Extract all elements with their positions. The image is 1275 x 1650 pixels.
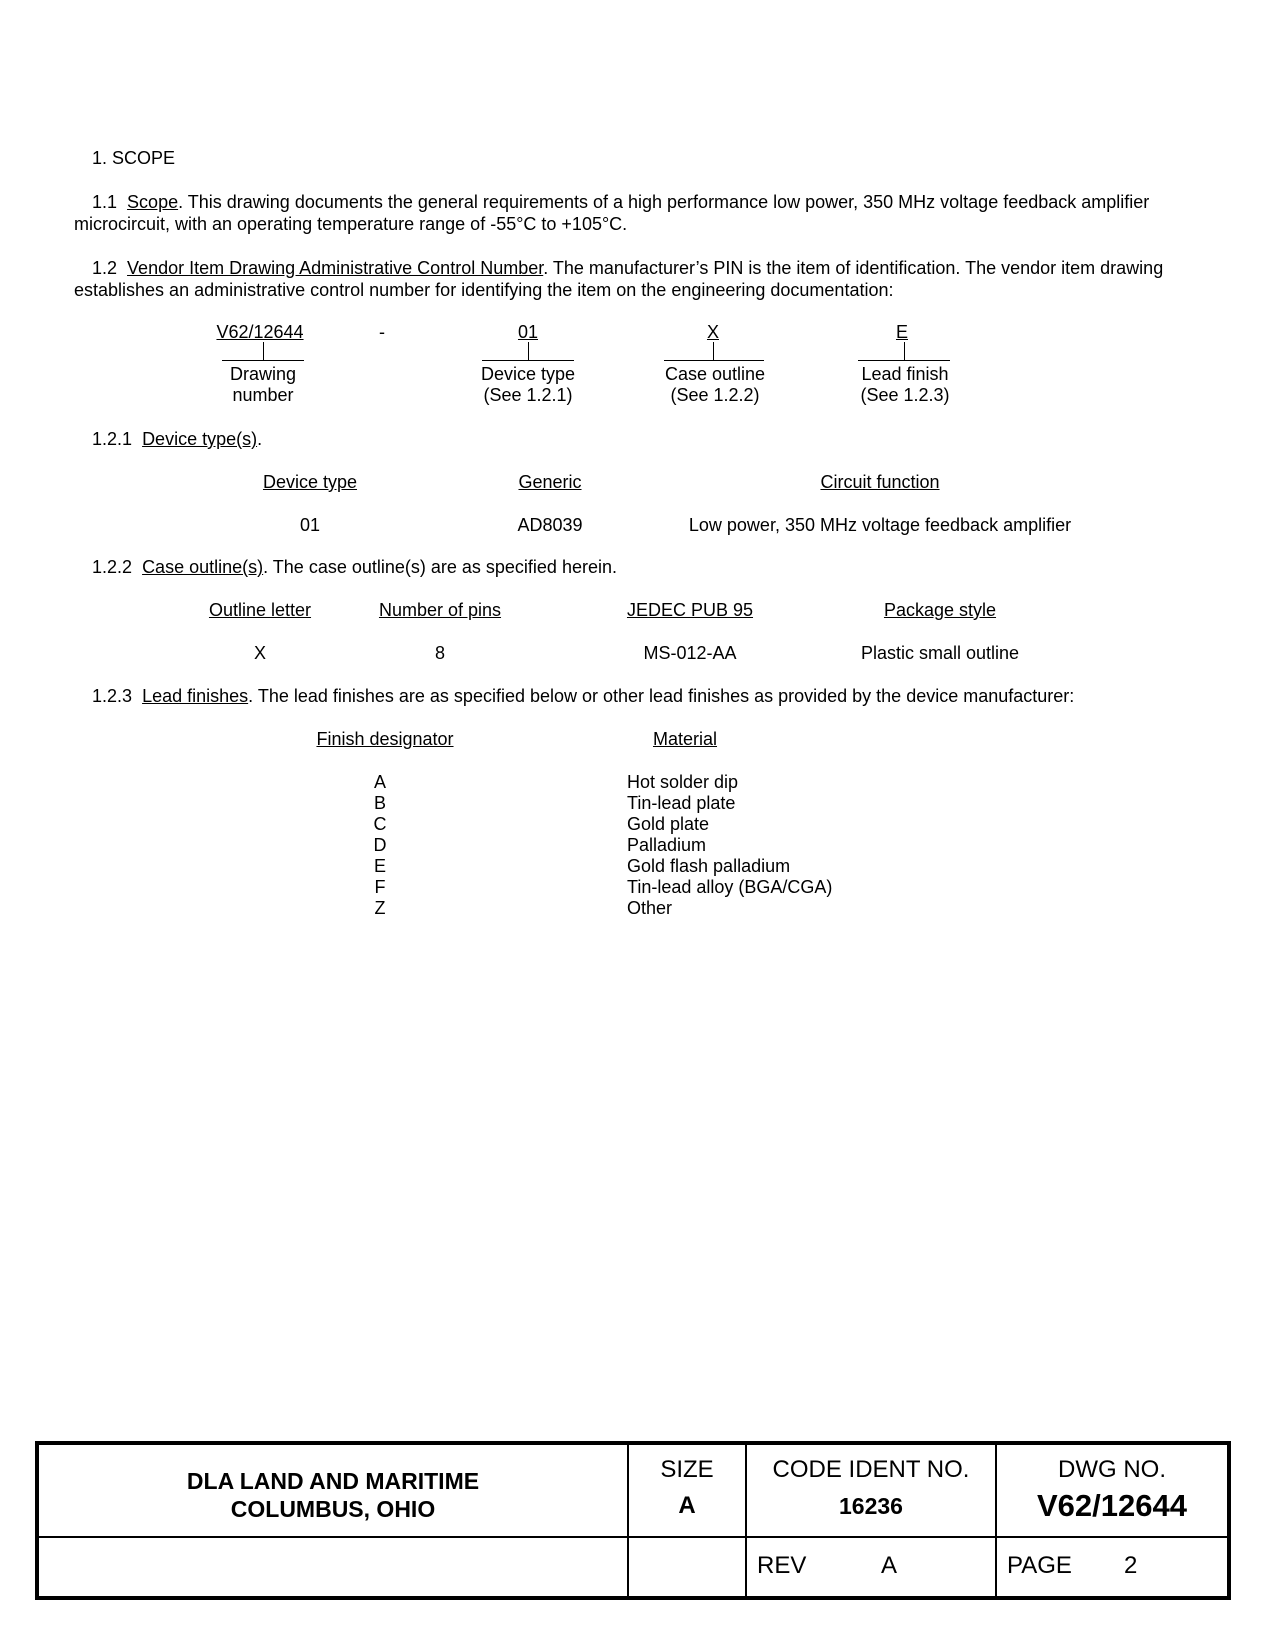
para-text: . The manufacturer’s PIN is the item of identification. The vendor item drawing establishes an administrative control number for identifying the item on the engineering documentation: [74, 258, 1164, 300]
finish-designator: Z [374, 898, 386, 918]
title-block-divider-h [39, 1536, 1227, 1538]
subsection-tail: . The lead finishes are as specified below or other lead finishes as provided by the device manufacturer: [248, 686, 1075, 706]
table-cell: Plastic small outline [860, 643, 1020, 663]
table-header: Package style [883, 600, 997, 620]
table-header: Outline letter [208, 600, 312, 620]
finish-material: Other [627, 898, 673, 918]
table-cell: 8 [434, 643, 445, 663]
subsection-number: 1.2.2 [92, 557, 133, 577]
dwg-no-label: DWG NO. [1058, 1456, 1166, 1483]
pin-label-case-2: (See 1.2.2) [670, 385, 760, 405]
size-value: A [678, 1492, 696, 1519]
pin-device-code: 01 [517, 322, 539, 342]
pin-connector-case [713, 342, 714, 360]
table-header: JEDEC PUB 95 [626, 600, 754, 620]
pin-bracket-device [482, 360, 574, 361]
subsection-number: 1.2.1 [92, 429, 133, 449]
finish-designator: D [373, 835, 387, 855]
finish-material: Palladium [627, 835, 707, 855]
para-text: . This drawing documents the general requirements of a high performance low power, 350 MHz voltage feedback amplifier microcircuit, with an operating temperature range of -55°C to +105°C. [74, 192, 1150, 234]
table-header: Circuit function [820, 472, 940, 492]
subsection-1-2-3 [92, 686, 1074, 707]
pin-dash: - [379, 322, 385, 342]
table-cell: X [253, 643, 266, 663]
table-header: Generic [518, 472, 582, 492]
page-label: PAGE [1007, 1552, 1072, 1579]
finish-designator: F [374, 877, 386, 897]
finish-material: Gold flash palladium [627, 856, 791, 876]
subsection-1-2-2 [92, 557, 617, 578]
pin-bracket-finish [858, 360, 950, 361]
finish-material: Hot solder dip [627, 772, 739, 792]
table-cell: 01 [299, 515, 321, 535]
org-name-line-1: DLA LAND AND MARITIME [186, 1468, 480, 1494]
para-number: 1.2 [92, 258, 118, 278]
pin-case-code: X [706, 322, 719, 342]
pin-connector-device [528, 342, 529, 360]
pin-connector-finish [904, 342, 905, 360]
subsection-term: Case outline(s) [142, 557, 264, 577]
page-value: 2 [1124, 1552, 1138, 1579]
rev-label: REV [757, 1552, 807, 1579]
org-name-line-2: COLUMBUS, OHIO [230, 1496, 436, 1522]
subsection-tail: . [257, 429, 263, 449]
dwg-no-value: V62/12644 [1037, 1488, 1187, 1523]
paragraph-1-2 [74, 257, 1184, 301]
pin-label-drawing-2: number [232, 385, 294, 405]
pin-label-finish-2: (See 1.2.3) [860, 385, 950, 405]
para-term: Scope [127, 192, 179, 212]
table-cell: MS-012-AA [643, 643, 737, 663]
paragraph-1-1 [74, 191, 1184, 235]
table-cell: Low power, 350 MHz voltage feedback amplifier [688, 515, 1072, 535]
finish-material: Gold plate [627, 814, 710, 834]
pin-bracket-case [664, 360, 764, 361]
para-number: 1.1 [92, 192, 118, 212]
para-term: Vendor Item Drawing Administrative Control Number [127, 258, 544, 278]
pin-label-case-1: Case outline [664, 364, 766, 384]
finish-designator: E [373, 856, 386, 876]
finish-material: Tin-lead alloy (BGA/CGA) [627, 877, 833, 897]
finish-designator: A [373, 772, 386, 792]
rev-value: A [881, 1552, 898, 1579]
title-block [35, 1441, 1231, 1600]
table-header: Device type [262, 472, 358, 492]
size-label: SIZE [660, 1456, 714, 1483]
finish-designator: B [373, 793, 386, 813]
pin-label-drawing-1: Drawing [229, 364, 297, 384]
subsection-term: Device type(s) [142, 429, 258, 449]
finish-designator: C [373, 814, 387, 834]
pin-bracket-drawing [222, 360, 304, 361]
pin-drawing-number: V62/12644 [216, 322, 304, 342]
pin-label-device-2: (See 1.2.1) [483, 385, 573, 405]
code-ident-value: 16236 [839, 1493, 903, 1519]
code-ident-label: CODE IDENT NO. [772, 1456, 970, 1483]
pin-label-finish-1: Lead finish [861, 364, 949, 384]
finish-material: Tin-lead plate [627, 793, 736, 813]
table-header: Number of pins [378, 600, 502, 620]
pin-finish-code: E [895, 322, 908, 342]
table-header: Finish designator [316, 729, 454, 749]
subsection-term: Lead finishes [142, 686, 249, 706]
table-cell: AD8039 [517, 515, 583, 535]
pin-label-device-1: Device type [480, 364, 576, 384]
subsection-number: 1.2.3 [92, 686, 133, 706]
pin-connector-drawing [263, 342, 264, 360]
table-header: Material [652, 729, 718, 749]
section-heading: 1. SCOPE [92, 148, 176, 168]
subsection-tail: . The case outline(s) are as specified herein. [263, 557, 617, 577]
subsection-1-2-1 [92, 429, 262, 450]
